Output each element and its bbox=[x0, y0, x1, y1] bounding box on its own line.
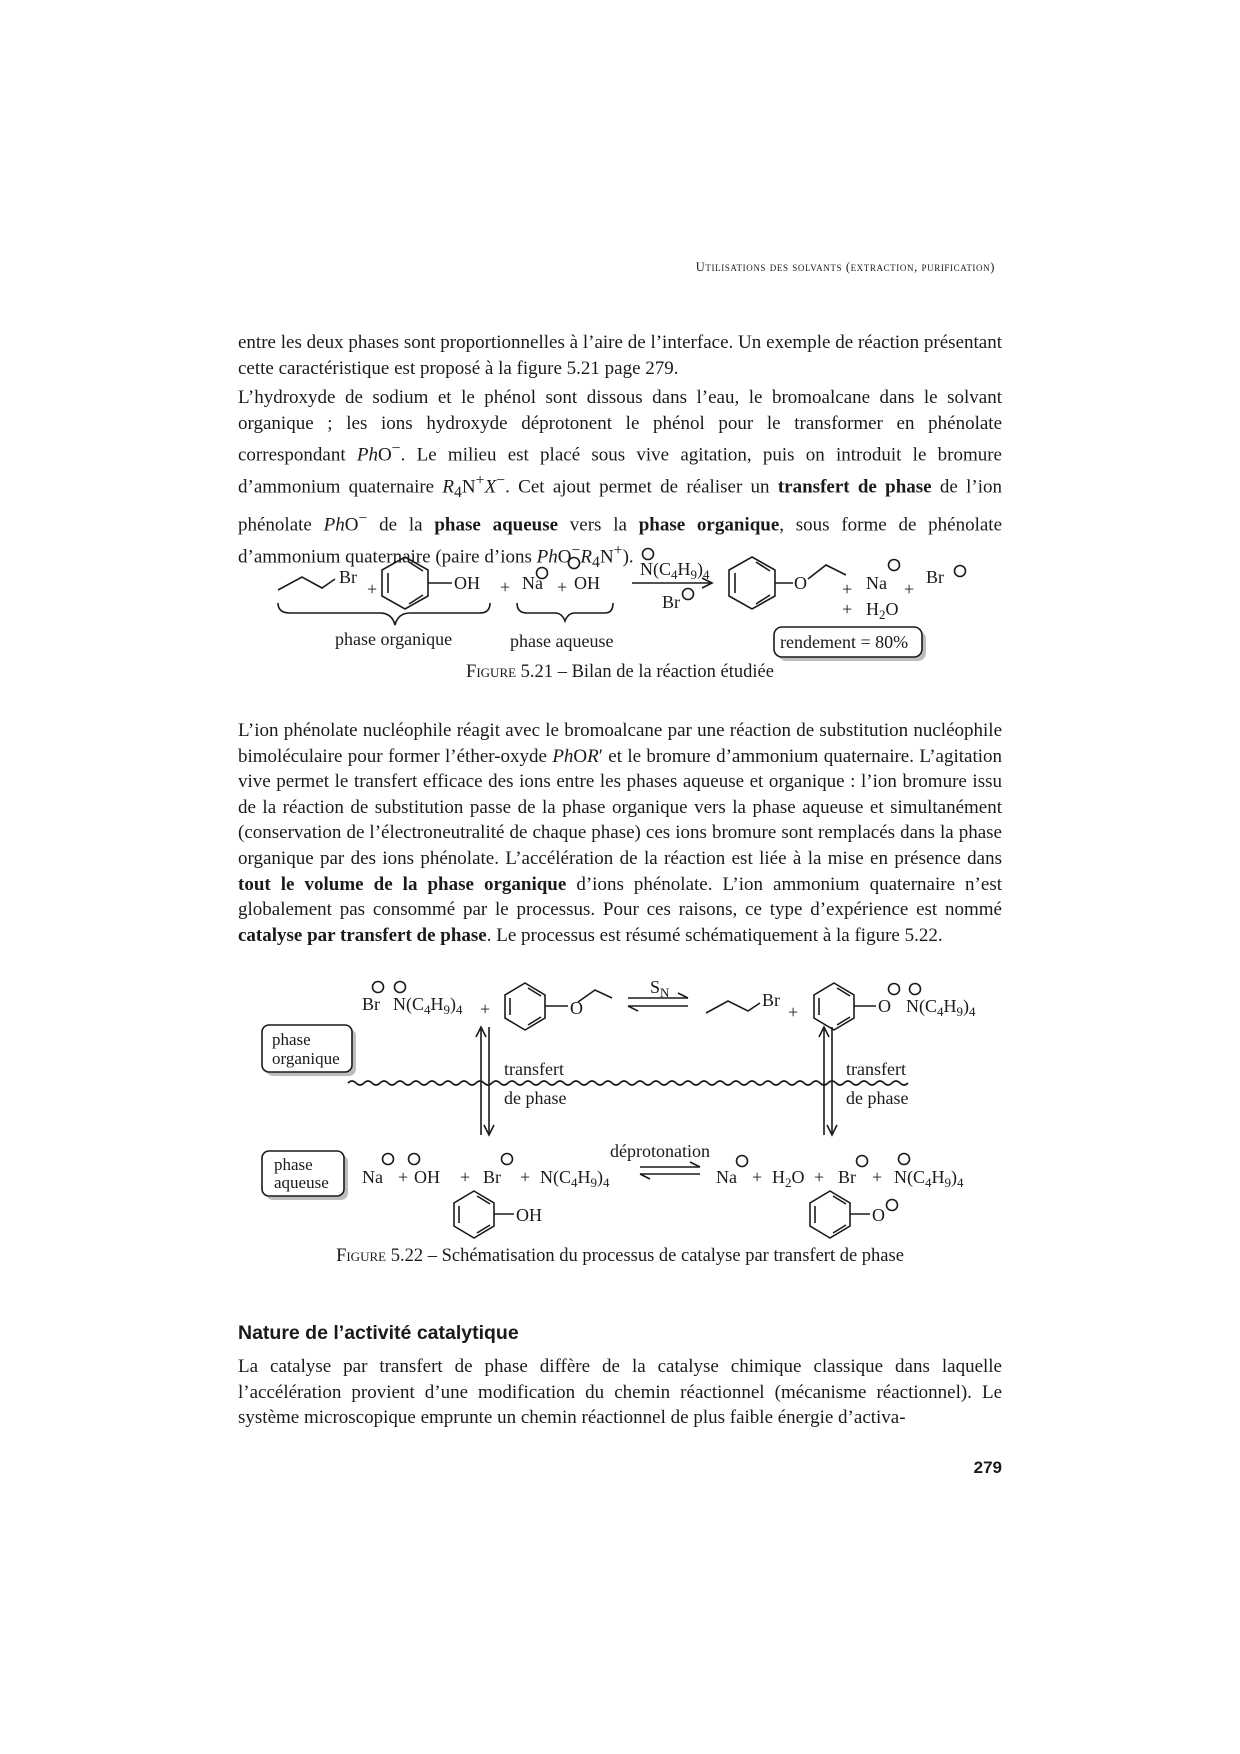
plus-3: + bbox=[557, 577, 568, 597]
plus-bottom-5: + bbox=[814, 1167, 825, 1187]
phase-organique-text-2: organique bbox=[272, 1049, 340, 1068]
paragraph-1: entre les deux phases sont proportionnelles à l’aire de l’interface. Un exemple de réaction présentant cette caractéristique est proposé à la figure 5.21 page 279. bbox=[238, 332, 1002, 379]
caption-5-22: Figure 5.22 – Schématisation du processus de catalyse par transfert de phase bbox=[336, 1246, 904, 1266]
brace-organic bbox=[278, 603, 490, 625]
na-label: Na bbox=[522, 573, 543, 593]
nbu4-top-left: N(C4H9)4 bbox=[393, 994, 463, 1017]
paragraph-2: L’hydroxyde de sodium et le phénol sont dissous dans l’eau, le bromoalcane dans le solvant organique ; les ions hydroxyde déprotonent le phénol pour le transformer en phénolate correspondant PhO−. Le milieu est placé sous vive agitation, puis on introduit le bromure d’ammonium quaternaire $R_4N^+X^-$. Cet ajout permet de réaliser un transfert de phase de l’ion phénolate PhO− de la phase aqueuse vers la phase organique, sous forme de phénolate d’ammonium quaternaire (paire d’ions $PhO^-R_4N^+$). bbox=[238, 387, 1003, 572]
hydroxide-label: OH bbox=[574, 573, 600, 593]
transfert-left: transfert bbox=[504, 1059, 564, 1079]
de-phase-right: de phase bbox=[846, 1088, 909, 1108]
figure-5-22 bbox=[0, 975, 1240, 1245]
oh-phenol: OH bbox=[516, 1205, 542, 1225]
brace-aqueous bbox=[517, 603, 613, 621]
phase-aqueuse-text-1: phase bbox=[274, 1155, 313, 1174]
h2o-bottom: H2O bbox=[772, 1167, 805, 1190]
de-phase-left: de phase bbox=[504, 1088, 567, 1108]
pho-formula: Ph bbox=[356, 444, 378, 466]
br-bottom-left: Br bbox=[483, 1167, 501, 1187]
o-phenolate: O bbox=[872, 1205, 885, 1225]
plus-bottom-2: + bbox=[460, 1167, 471, 1187]
nbu4-bottom-right: N(C4H9)4 bbox=[894, 1167, 964, 1190]
catalyst-br-label: Br bbox=[662, 592, 680, 612]
paragraph-4: La catalyse par transfert de phase diffère de la catalyse chimique classique dans laquelle l’accélération provient d’une modification du chemin réactionnel (mécanisme réactionnel). Le système microscopique emprunte un chemin réactionnel de plus faible énergie d’activa- bbox=[238, 1356, 1002, 1429]
plus-bottom-3: + bbox=[520, 1167, 531, 1187]
plus-top-1: + bbox=[480, 999, 491, 1019]
propyl-chain bbox=[808, 565, 846, 579]
plus-5: + bbox=[904, 579, 915, 599]
oh-label: OH bbox=[454, 573, 480, 593]
ether-chain-top bbox=[578, 990, 612, 1002]
h2o-label: H2O bbox=[866, 599, 899, 622]
phenol-ring-bottom bbox=[454, 1191, 494, 1238]
transfert-right: transfert bbox=[846, 1059, 906, 1079]
br-product: Br bbox=[926, 567, 944, 587]
br-label: Br bbox=[339, 567, 357, 587]
oh-bottom-left: OH bbox=[414, 1167, 440, 1187]
nbu4-top-right: N(C4H9)4 bbox=[906, 996, 976, 1019]
bromoalkane-top bbox=[706, 1001, 760, 1013]
nbu4-bottom-left: N(C4H9)4 bbox=[540, 1167, 610, 1190]
figure-5-21 bbox=[0, 535, 1240, 675]
running-head: Utilisations des solvants (extraction, purification) bbox=[695, 260, 995, 274]
o-top-left: O bbox=[570, 998, 583, 1018]
plus-bottom-6: + bbox=[872, 1167, 883, 1187]
bromoalkane-chain bbox=[278, 577, 335, 590]
phenolate-ring-bottom bbox=[810, 1191, 850, 1238]
sn-label: SN bbox=[650, 977, 670, 1000]
text-block-bottom bbox=[238, 1354, 1002, 1435]
plus-1: + bbox=[367, 579, 378, 599]
br-top-left: Br bbox=[362, 994, 380, 1014]
plus-top-2: + bbox=[788, 1002, 799, 1022]
caption-5-21: Figure 5.21 – Bilan de la réaction étudiée bbox=[466, 662, 774, 682]
na-bottom-right: Na bbox=[716, 1167, 737, 1187]
rendement-label: rendement = 80% bbox=[780, 632, 909, 652]
phenolate-ring-top bbox=[814, 983, 854, 1030]
plus-bottom-4: + bbox=[752, 1167, 763, 1187]
plus-bottom-1: + bbox=[398, 1167, 409, 1187]
phase-aqueuse-label: phase aqueuse bbox=[510, 631, 614, 651]
catalyst-label: N(C4H9)4 bbox=[640, 559, 710, 582]
phase-organique-label: phase organique bbox=[335, 629, 453, 649]
plus-6: + bbox=[842, 599, 853, 619]
br-top-right: Br bbox=[762, 990, 780, 1010]
section-title: Nature de l’activité catalytique bbox=[238, 1322, 519, 1344]
page-number: 279 bbox=[973, 1458, 1002, 1477]
na-product: Na bbox=[866, 573, 887, 593]
plus-4: + bbox=[842, 579, 853, 599]
product-ring bbox=[729, 557, 775, 609]
ether-ring-top bbox=[505, 983, 545, 1030]
o-top-right: O bbox=[878, 996, 891, 1016]
plus-2: + bbox=[500, 577, 511, 597]
na-bottom-left: Na bbox=[362, 1167, 383, 1187]
phase-aqueuse-text-2: aqueuse bbox=[274, 1173, 329, 1192]
ether-o-label: O bbox=[794, 573, 807, 593]
br-bottom-right: Br bbox=[838, 1167, 856, 1187]
text-block-middle bbox=[238, 718, 1002, 952]
phenol-ring bbox=[382, 557, 428, 609]
deprotonation-label: déprotonation bbox=[610, 1141, 710, 1161]
paragraph-3: L’ion phénolate nucléophile réagit avec le bromoalcane par une réaction de substitution nucléophile bimoléculaire pour former l’éther-oxyde PhOR′ et le bromure d’ammonium quaternaire. L’agitation vive permet le transfert efficace des ions entre les phases aqueuse et organique : l’ion bromure issu de la réaction de substitution passe de la phase organique vers la phase aqueuse et simultanément (conservation de l’électroneutralité de chaque phase) ces ions bromure sont remplacés dans la phase organique par des ions phénolate. L’accélération de la réaction est liée à la mise en présence dans tout le volume de la phase organique d’ions phénolate. L’ion ammonium quaternaire n’est globalement pas consommé par le processus. Pour ces raisons, ce type d’expérience est nommé catalyse par transfert de phase. Le processus est résumé schématiquement à la figure 5.22. bbox=[238, 720, 1003, 946]
phase-organique-text-1: phase bbox=[272, 1030, 311, 1049]
